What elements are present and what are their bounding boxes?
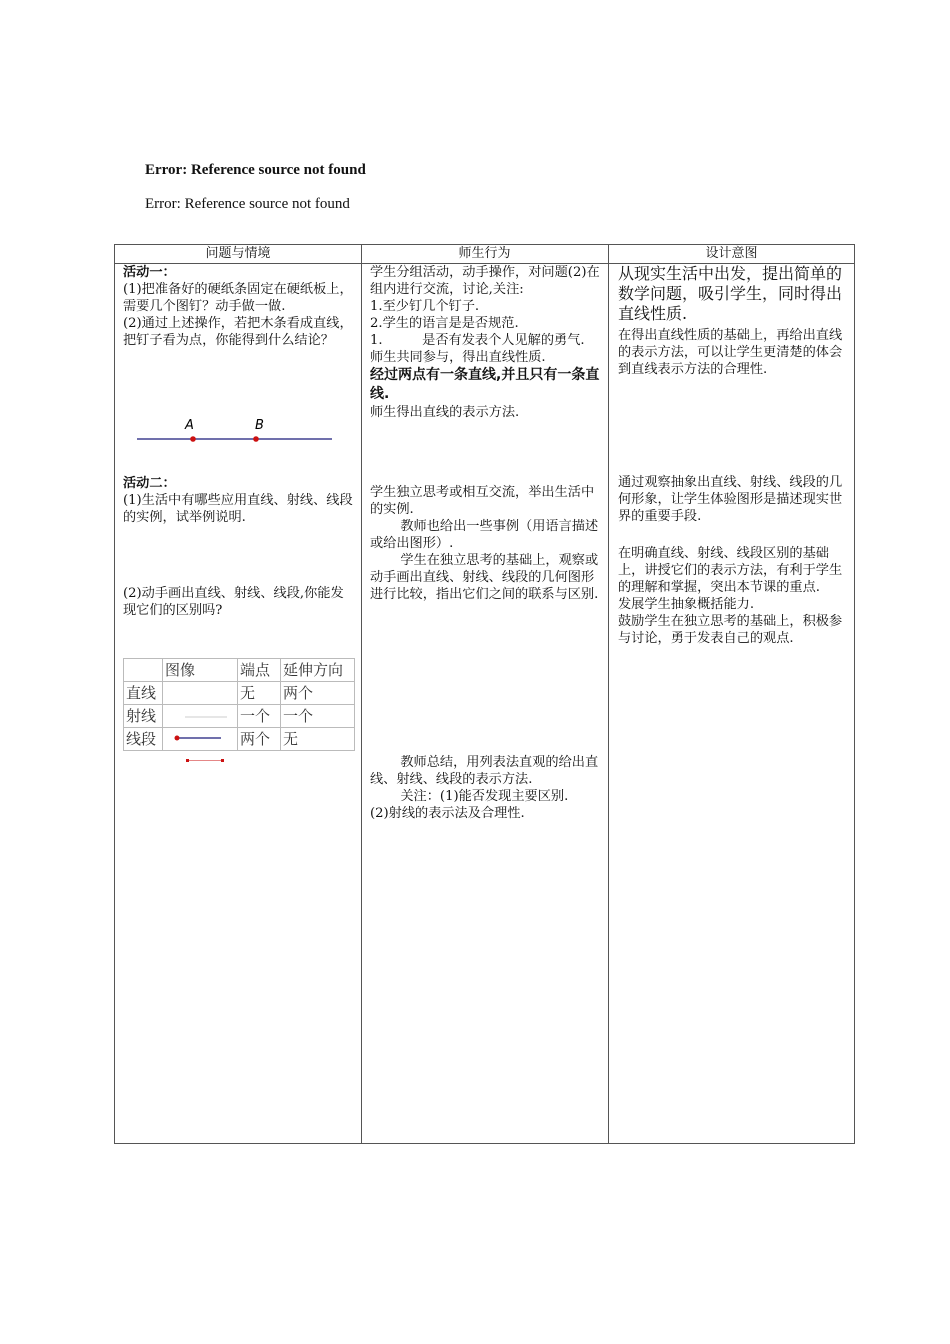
activity-one-title: 活动一：: [123, 265, 176, 280]
activity-one-question-1: (1)把准备好的硬纸条固定在硬纸板上，需要几个图钉？动手做一做.: [123, 282, 353, 314]
column-divider: [608, 245, 609, 1143]
segment-figure: [165, 732, 231, 744]
comparison-header-endpoints: 端点: [238, 659, 281, 682]
selection-handles: [185, 757, 227, 765]
table-row: [124, 682, 355, 705]
behavior-p13: (2)射线的表示法及合理性.: [370, 806, 525, 821]
behavior-p5: 师生共同参与，得出直线性质.: [370, 350, 546, 365]
comparison-header-image: 图像: [163, 659, 238, 682]
row-endpoints: 一个: [238, 705, 281, 728]
comparison-header-row: [124, 659, 355, 682]
behavior-p9: 教师也给出一些事例（用语言描述或给出图形）.: [370, 519, 599, 551]
row-name: 线段: [124, 728, 163, 751]
behavior-p1: 学生分组活动，动手操作，对问题(2)在组内进行交流，讨论,关注:: [370, 265, 600, 297]
activity-two-question-2-block: [123, 585, 355, 619]
lesson-table: [114, 244, 855, 1144]
behavior-p12: 关注：(1)能否发现主要区别.: [400, 789, 569, 804]
behavior-p11: 教师总结，用列表法直观的给出直线、射线、线段的表示方法.: [370, 755, 599, 787]
row-endpoints: 无: [238, 682, 281, 705]
behavior-block-2: [370, 484, 602, 603]
intent-block-3: [618, 545, 850, 647]
row-image: [163, 705, 238, 728]
behavior-p2: 1.至少钉几个钉子.: [370, 299, 480, 314]
row-image: [163, 682, 238, 705]
table-row: [124, 728, 355, 751]
intent-block-2: [618, 474, 850, 525]
point-b-dot: [253, 436, 259, 442]
comparison-table: [123, 658, 355, 751]
row-endpoints: 两个: [238, 728, 281, 751]
handle-right: [221, 759, 224, 762]
line-ab-figure: [135, 415, 335, 445]
header-intent: 设计意图: [705, 246, 758, 261]
row-direction: 一个: [281, 705, 355, 728]
intent-p2: 在得出直线性质的基础上，再给出直线的表示方法，可以让学生更清楚的体会到直线表示方法的合理性.: [618, 328, 843, 377]
segment-endpoint: [175, 736, 180, 741]
row-direction: 无: [281, 728, 355, 751]
intent-p5: 发展学生抽象概括能力.: [618, 597, 755, 612]
comparison-corner: [124, 659, 163, 682]
row-name: 射线: [124, 705, 163, 728]
row-name: 直线: [124, 682, 163, 705]
column-divider: [361, 245, 362, 1143]
behavior-p3: 2.学生的语言是是否规范.: [370, 316, 519, 331]
handle-left: [186, 759, 189, 762]
ray-figure: [165, 709, 231, 721]
intent-p3: 通过观察抽象出直线、射线、线段的几何形象，让学生体验图形是描述现实世界的重要手段.: [618, 475, 843, 524]
table-row: [124, 705, 355, 728]
intent-p1: 从现实生活中出发，提出简单的数学问题，吸引学生，同时得出直线性质.: [618, 264, 843, 323]
behavior-p7: 师生得出直线的表示方法.: [370, 405, 520, 420]
document-subheading: Error: Reference source not found: [145, 196, 350, 212]
activity-two-question-1: (1)生活中有哪些应用直线、射线、线段的实例，试举例说明.: [123, 493, 353, 525]
intent-p6: 鼓励学生在独立思考的基础上，积极参与讨论，勇于发表自己的观点.: [618, 614, 843, 646]
behavior-p10: 学生在独立思考的基础上，观察或动手画出直线、射线、线段的几何图形进行比较，指出它们之间的联系与区别.: [370, 553, 599, 602]
behavior-p8: 学生独立思考或相互交流，举出生活中的实例.: [370, 485, 595, 517]
document-heading: Error: Reference source not found: [145, 162, 366, 178]
row-image: [163, 728, 238, 751]
intent-p4: 在明确直线、射线、线段区别的基础上，讲授它们的表示方法，有利于学生的理解和掌握，突出本节课的重点.: [618, 546, 843, 595]
behavior-column: [370, 264, 602, 421]
intent-column: [618, 264, 850, 378]
activity-two-question-2: (2)动手画出直线、射线、线段,你能发现它们的区别吗?: [123, 586, 344, 618]
behavior-p4: 1. 是否有发表个人见解的勇气.: [370, 333, 585, 348]
situation-column: [123, 264, 355, 349]
activity-two-title: 活动二：: [123, 476, 176, 491]
point-a-label: A: [185, 418, 194, 433]
activity-one-question-2: (2)通过上述操作，若把木条看成直线，把钉子看为点，你能得到什么结论？: [123, 316, 353, 348]
point-a-dot: [190, 436, 196, 442]
header-situation: 问题与情境: [205, 246, 271, 261]
row-direction: 两个: [281, 682, 355, 705]
header-behavior: 师生行为: [458, 246, 511, 261]
comparison-header-direction: 延伸方向: [281, 659, 355, 682]
activity-two-block: [123, 475, 355, 526]
line-property: 经过两点有一条直线,并且只有一条直线.: [370, 367, 600, 402]
point-b-label: B: [255, 418, 264, 433]
behavior-block-3: [370, 754, 602, 822]
